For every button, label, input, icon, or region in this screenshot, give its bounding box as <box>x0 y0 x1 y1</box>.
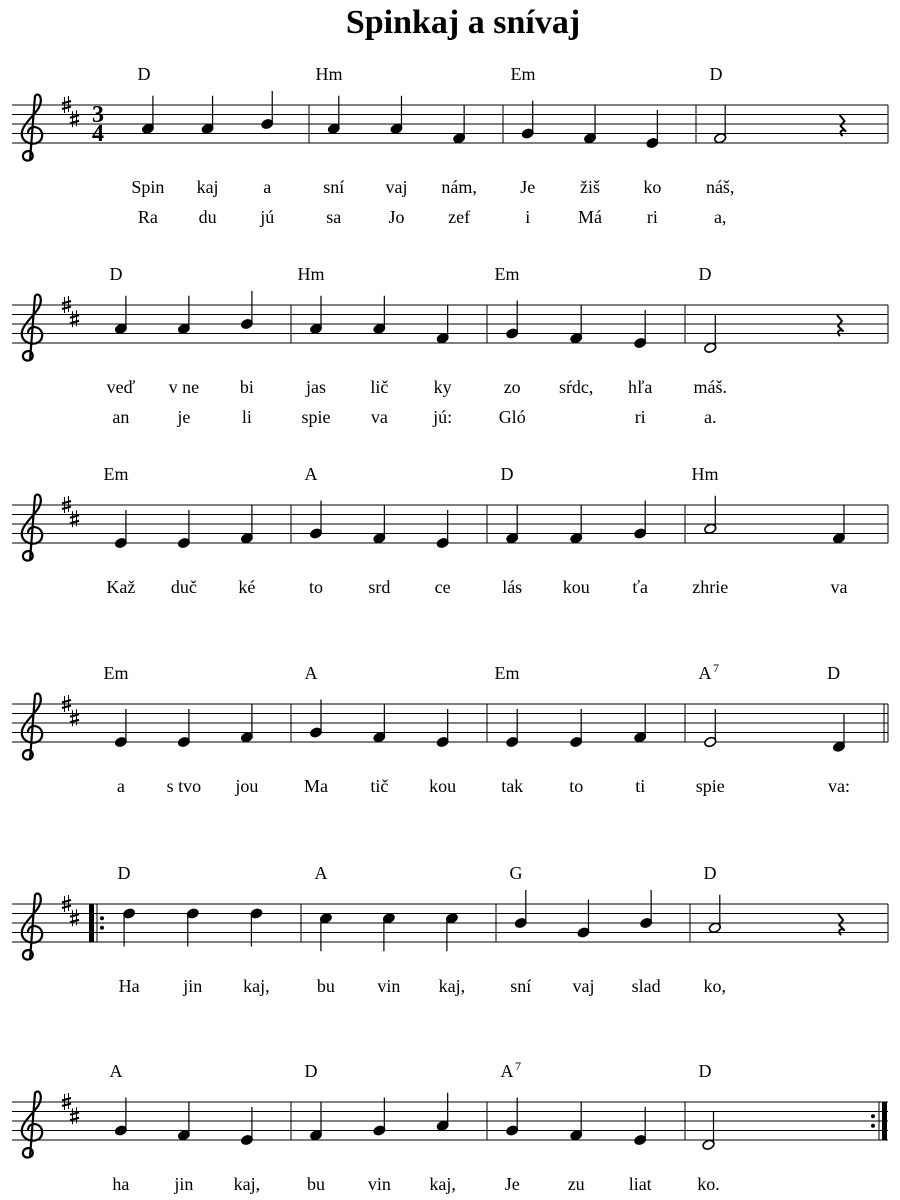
lyric-syllable: kaj, <box>243 976 270 996</box>
lyric-syllable: a, <box>713 207 727 227</box>
chord-symbol: A <box>314 863 328 883</box>
quarter-rest-icon <box>837 315 843 336</box>
lyric-syllable: Je <box>504 1174 520 1194</box>
lyric-syllable: ri <box>634 407 646 427</box>
chord-symbol: G <box>509 863 523 883</box>
lyric-syllable: sŕdc, <box>558 377 594 397</box>
note <box>177 1102 190 1141</box>
chord-symbol: D <box>109 264 123 284</box>
chord-symbol: D <box>827 663 841 683</box>
lyric-syllable: jou <box>235 776 259 796</box>
lyric-syllable: ko <box>643 177 662 197</box>
repeat-dot <box>871 1124 875 1128</box>
note <box>713 105 726 144</box>
note <box>436 709 449 748</box>
note <box>114 296 127 335</box>
lyric-syllable: bu <box>307 1174 325 1194</box>
chord-symbol: Em <box>494 663 520 683</box>
note <box>639 890 652 929</box>
note <box>177 510 190 549</box>
note <box>704 709 717 748</box>
note <box>141 96 154 135</box>
staff-system <box>12 464 888 597</box>
lyric-syllable: spie <box>695 776 725 796</box>
lyric-syllable: jas <box>306 377 326 397</box>
note <box>708 895 721 934</box>
note <box>382 912 395 951</box>
note <box>390 96 403 135</box>
staff-system <box>12 1059 888 1194</box>
lyric-syllable: máš. <box>693 377 728 397</box>
chord-symbol: A <box>698 663 712 683</box>
lyric-syllable: zu <box>567 1174 585 1194</box>
chord-symbol: A <box>304 663 318 683</box>
repeat-end-thick-bar <box>882 1102 887 1140</box>
chord-superscript: 7 <box>515 1059 521 1073</box>
chord-symbol: Em <box>510 64 536 84</box>
lyric-syllable: kaj, <box>438 976 466 996</box>
lyric-syllable: Má <box>578 207 603 227</box>
lyric-syllable: zef <box>448 207 471 227</box>
lyric-syllable: a <box>116 776 125 796</box>
lyric-syllable: ri <box>646 207 658 227</box>
staff-system <box>12 661 888 796</box>
chord-symbol: D <box>698 264 712 284</box>
note <box>633 704 646 743</box>
note <box>309 296 322 335</box>
note <box>327 96 340 135</box>
note <box>373 704 386 743</box>
staff-system <box>12 264 888 427</box>
lyric-syllable: vin <box>367 1174 391 1194</box>
lyric-syllable: ko. <box>697 1174 720 1194</box>
lyric-syllable: sní <box>510 976 532 996</box>
note <box>319 912 332 951</box>
lyric-syllable: ky <box>433 377 452 397</box>
note <box>505 709 518 748</box>
quarter-rest-icon <box>840 115 846 136</box>
note <box>240 704 253 743</box>
lyric-syllable: tič <box>370 776 389 796</box>
chord-symbol: D <box>709 64 723 84</box>
note <box>373 1098 386 1137</box>
lyric-syllable: slad <box>631 976 661 996</box>
note <box>436 510 449 549</box>
chord-symbol: D <box>500 464 514 484</box>
time-signature-denominator: 4 <box>92 121 104 147</box>
lyric-syllable: sa <box>326 207 342 227</box>
chord-symbol: Hm <box>315 64 343 84</box>
chord-symbol: Em <box>103 464 129 484</box>
note <box>250 908 263 947</box>
note <box>505 1098 518 1137</box>
lyric-syllable: ké <box>238 577 256 597</box>
lyric-syllable: a. <box>704 407 717 427</box>
note <box>373 296 386 335</box>
treble-clef-icon <box>22 893 42 959</box>
lyric-syllable: to <box>569 776 584 796</box>
chord-symbol: A <box>500 1061 514 1081</box>
time-signature-numerator: 3 <box>92 102 104 128</box>
treble-clef-icon <box>22 1091 42 1157</box>
lyric-syllable: vin <box>377 976 401 996</box>
note <box>702 1112 715 1151</box>
chord-superscript: 7 <box>713 661 719 675</box>
note <box>646 110 659 149</box>
note <box>514 890 527 929</box>
lyric-syllable: Kaž <box>106 577 136 597</box>
chord-symbol: A <box>109 1061 123 1081</box>
note <box>583 105 596 144</box>
sharp-c-icon <box>70 310 79 327</box>
treble-clef-icon <box>22 494 42 560</box>
note <box>309 1102 322 1141</box>
note <box>633 1107 646 1146</box>
lyric-syllable: zhrie <box>692 577 729 597</box>
lyric-syllable: nám, <box>441 177 477 197</box>
lyric-syllable: je <box>177 407 191 427</box>
lyric-syllable: Spin <box>131 177 165 197</box>
note <box>445 912 458 951</box>
lyric-syllable: hľa <box>628 377 653 397</box>
note <box>832 714 845 753</box>
note <box>309 501 322 540</box>
lyric-syllable: kaj, <box>233 1174 261 1194</box>
lyric-syllable: ti <box>635 776 646 796</box>
sharp-c-icon <box>70 110 79 127</box>
chord-symbol: D <box>698 1061 712 1081</box>
lyric-syllable: Ha <box>118 976 140 996</box>
note <box>186 908 199 947</box>
lyric-syllable: i <box>525 207 531 227</box>
lyric-syllable: ce <box>434 577 451 597</box>
note <box>577 900 590 939</box>
chord-symbol: D <box>703 863 717 883</box>
chord-symbol: D <box>304 1061 318 1081</box>
sharp-c-icon <box>70 709 79 726</box>
lyric-syllable: Je <box>520 177 536 197</box>
sharp-c-icon <box>70 510 79 527</box>
repeat-dot <box>100 916 104 920</box>
lyric-syllable: du <box>198 207 217 227</box>
note <box>240 505 253 544</box>
note <box>261 91 274 130</box>
lyric-syllable: jú <box>260 207 275 227</box>
note <box>633 310 646 349</box>
note <box>569 505 582 544</box>
note <box>373 505 386 544</box>
note <box>569 305 582 344</box>
note <box>452 105 465 144</box>
note <box>114 1098 127 1137</box>
song-title: Spinkaj a snívaj <box>345 4 581 41</box>
lyric-syllable: vaj <box>572 976 595 996</box>
sharp-c-icon <box>70 1107 79 1124</box>
lyric-syllable: zo <box>503 377 521 397</box>
chord-symbol: D <box>117 863 131 883</box>
treble-clef-icon <box>22 693 42 759</box>
chord-symbol: Em <box>494 264 520 284</box>
lyric-syllable: lič <box>370 377 389 397</box>
lyric-syllable: tak <box>501 776 524 796</box>
repeat-dot <box>100 926 104 930</box>
lyric-syllable: Ra <box>137 207 158 227</box>
note <box>114 510 127 549</box>
lyric-syllable: v ne <box>168 377 200 397</box>
note <box>704 315 717 354</box>
note <box>832 505 845 544</box>
lyric-syllable: duč <box>170 577 197 597</box>
note <box>177 709 190 748</box>
note <box>309 700 322 739</box>
lyric-syllable: jin <box>183 976 203 996</box>
lyric-syllable: bi <box>239 377 254 397</box>
lyric-syllable: liat <box>628 1174 652 1194</box>
note <box>505 301 518 340</box>
note <box>436 1093 449 1132</box>
treble-clef-icon <box>22 294 42 360</box>
lyric-syllable: va: <box>827 776 850 796</box>
lyric-syllable: sní <box>323 177 345 197</box>
note <box>114 709 127 748</box>
lyric-syllable: va <box>830 577 848 597</box>
note <box>521 101 534 140</box>
lyric-syllable: kou <box>562 577 590 597</box>
lyric-syllable: ťa <box>632 577 649 597</box>
quarter-rest-icon <box>838 914 844 935</box>
lyric-syllable: srd <box>368 577 391 597</box>
lyric-syllable: an <box>112 407 130 427</box>
lyric-syllable: vaj <box>385 177 408 197</box>
lyric-syllable: kaj, <box>429 1174 456 1194</box>
lyric-syllable: ko, <box>703 976 727 996</box>
lyric-syllable: to <box>308 577 324 597</box>
lyric-syllable: ha <box>112 1174 130 1194</box>
lyric-syllable: bu <box>316 976 335 996</box>
lyric-syllable: li <box>241 407 252 427</box>
lyric-syllable: kaj <box>196 177 219 197</box>
note <box>177 296 190 335</box>
repeat-start-thick-bar <box>89 904 94 942</box>
chord-symbol: A <box>304 464 318 484</box>
repeat-dot <box>871 1114 875 1118</box>
sharp-c-icon <box>70 909 79 926</box>
lyric-syllable: s tvo <box>166 776 202 796</box>
note <box>505 505 518 544</box>
note <box>569 709 582 748</box>
lyric-syllable: veď <box>106 377 136 397</box>
lyric-syllable: jú: <box>433 407 453 427</box>
lyric-syllable: Gló <box>498 407 526 427</box>
note <box>633 501 646 540</box>
lyric-syllable: spie <box>301 407 331 427</box>
treble-clef-icon <box>22 94 42 160</box>
lyric-syllable: Jo <box>388 207 405 227</box>
note <box>436 305 449 344</box>
note <box>122 908 135 947</box>
note <box>569 1102 582 1141</box>
note <box>240 1107 253 1146</box>
lyric-syllable: náš, <box>705 177 735 197</box>
note <box>704 496 717 535</box>
note <box>201 96 214 135</box>
chord-symbol: Hm <box>297 264 325 284</box>
lyric-syllable: Ma <box>304 776 328 796</box>
staff-system <box>12 64 888 227</box>
lyric-syllable: va <box>370 407 388 427</box>
lyric-syllable: lás <box>502 577 523 597</box>
lyric-syllable: žiš <box>580 177 601 197</box>
chord-symbol: Em <box>103 663 129 683</box>
lyric-syllable: jin <box>174 1174 194 1194</box>
lyric-syllable: kou <box>429 776 457 796</box>
chord-symbol: D <box>137 64 151 84</box>
lyric-syllable: a <box>263 177 272 197</box>
staff-system <box>12 863 888 996</box>
note <box>240 291 253 330</box>
chord-symbol: Hm <box>691 464 719 484</box>
